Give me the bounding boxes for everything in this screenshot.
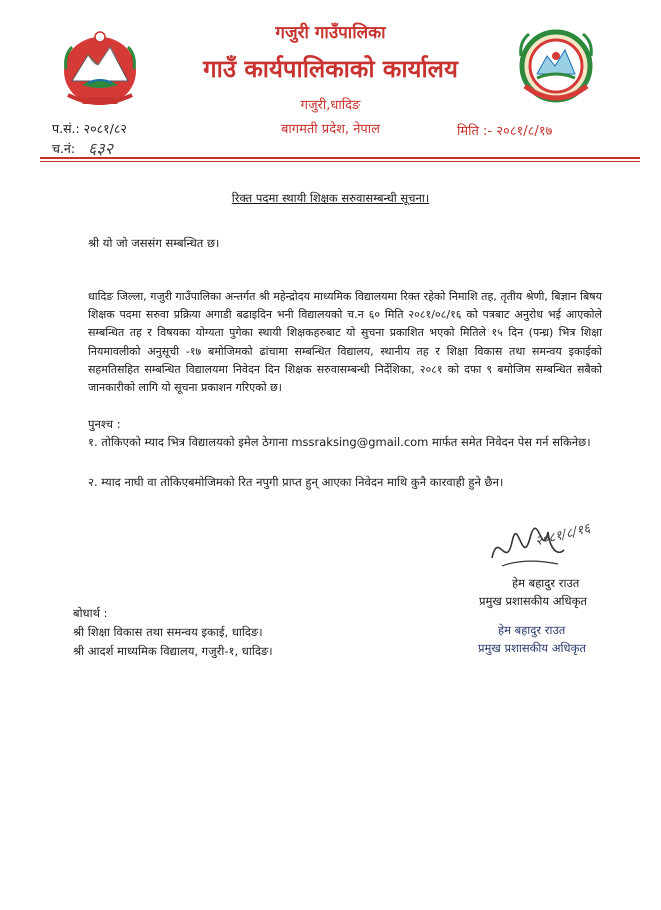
address-line-1: गजुरी,धादिङ: [300, 98, 361, 113]
letter-date: मिति :- २०८१/८/१७: [457, 124, 553, 139]
cc-item: श्री आदर्श माध्यमिक विद्यालय, गजुरी-१, धादिङ।: [73, 644, 273, 658]
stamp-title: प्रमुख प्रशासकीय अधिकृत: [478, 641, 586, 655]
stamp-name: हेम बहादुर राउत: [498, 623, 566, 637]
dispatch-number-label: च.नं:: [52, 141, 76, 156]
salutation: श्री यो जो जससंग सम्बन्धित छ।: [88, 236, 220, 250]
notice-subject-text: रिक्त पदमा स्थायी शिक्षक सरुवासम्बन्धी सूचना।: [231, 191, 430, 205]
letterhead-rule: [40, 157, 640, 159]
office-name: गाउँ कार्यपालिकाको कार्यालय: [203, 55, 458, 83]
note-item: १. तोकिएको म्याद भित्र विद्यालयको इमेल ठेगाना mssraksing@gmail.com मार्फत समेत निवेदन पेस गर्न सकिनेछ।: [88, 435, 591, 449]
signature-date: २०८१/८/१६: [533, 521, 592, 550]
ref-number: प.सं.: २०८१/८२: [52, 121, 127, 136]
address-line-2: बागमती प्रदेश, नेपाल: [281, 122, 380, 137]
municipality-name: गजुरी गाउँपालिका: [275, 23, 386, 43]
letterhead-rule-thin: [40, 161, 640, 162]
cc-label: बोधार्थ :: [73, 606, 108, 620]
note-item: २. म्याद नाघी वा तोकिएबमोजिमको रित नपुगी प्राप्त हुन् आएका निवेदन माथि कुनै कारवाही हुने छैन।: [88, 475, 504, 489]
dispatch-number-value: ६३२: [88, 139, 113, 158]
signatory-title: प्रमुख प्रशासकीय अधिकृत: [479, 594, 587, 608]
signatory-name: हेम बहादुर राउत: [512, 576, 580, 590]
notice-subject: [0, 191, 661, 206]
cc-item: श्री शिक्षा विकास तथा समन्वय इकाई, धादिङ।: [73, 625, 263, 639]
notice-body: धादिङ जिल्ला, गजुरी गाउँपालिका अन्तर्गत श्री महेन्द्रोदय माध्यमिक विद्यालयमा रिक्त रहेको निमाशि तह, तृतीय श्रेणी, बिज्ञान बिषय शिक्षक पदमा सरुवा प्रक्रिया अगाडी बढाइदिन भनी विद्यालयको च.न ६० मिति २०८१/०८/१६ को पत्रबाट अनुरोध भई आएकोले सम्बन्धित तह र विषयका योग्यता पुगेका स्थायी शिक्षकहरुबाट यो सुचना प्रकाशित भएको मितिले १५ दिन (पन्ध्र) भित्र शिक्षा नियमावलीको अनुसूची -१७ बमोजिमको ढांचामा सम्बन्धित विद्यालय, स्थानीय तह र शिक्षा विकास तथा समन्वय इकाईको सहमतिसहित सम्बन्धित विद्यालयमा निवेदन दिन शिक्षक सरुवासम्बन्धी निर्देशिका, २०८१ को दफा ९ बमोजिम सम्बन्धित सबैको जानकारीको लागि यो सूचना प्रकाशन गरिएको छ।: [88, 290, 602, 395]
postscript-label: पुनश्च :: [88, 417, 121, 431]
